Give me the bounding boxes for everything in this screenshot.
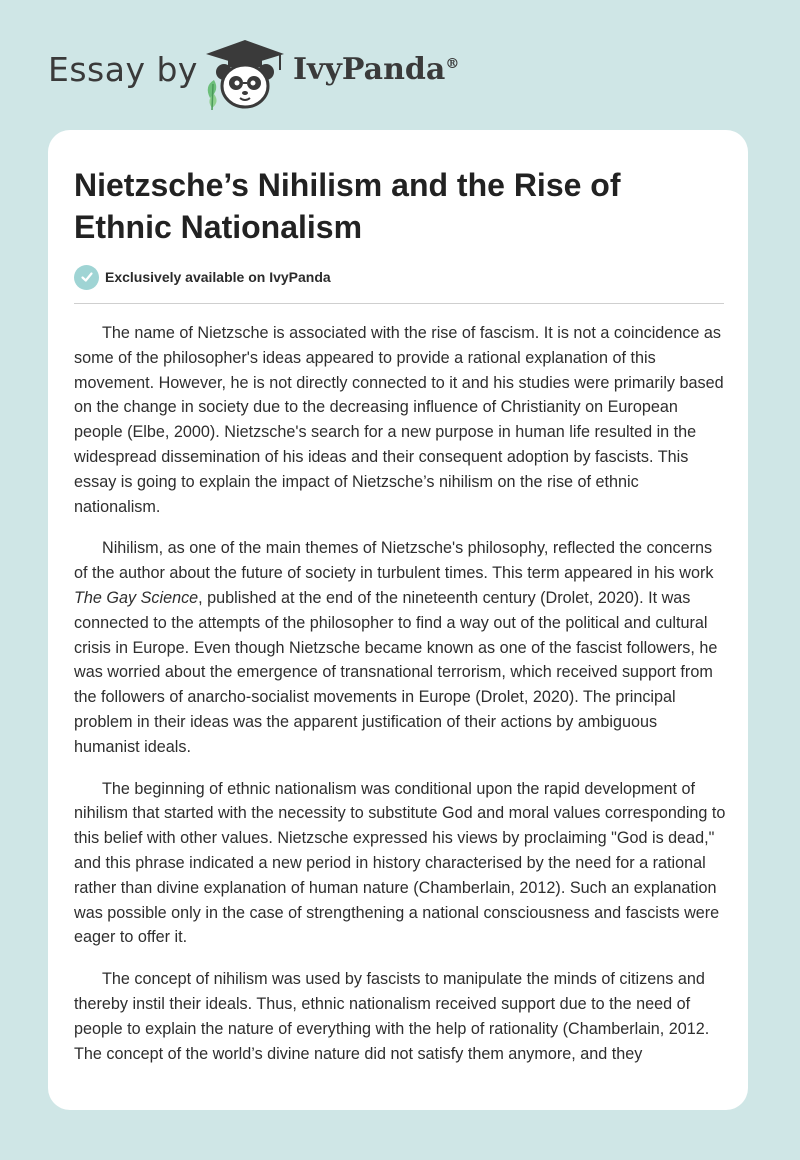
brand-name[interactable]	[293, 52, 459, 87]
brand-name-text: IvyPanda	[293, 52, 446, 87]
site-header	[0, 0, 800, 120]
registered-mark: ®	[445, 56, 460, 72]
panda-logo-icon[interactable]	[200, 38, 290, 110]
paragraph-text: Nihilism, as one of the main themes of Nietzsche's philosophy, reflected the concerns of the author about the future of society in turbulent times. This term appeared in his work	[74, 539, 714, 583]
divider	[74, 303, 724, 304]
paragraph: The name of Nietzsche is associated with the rise of fascism. It is not a coincidence as some of the philosopher's ideas appeared to provide a rational explanation of this movement. However, he is not directly connected to it and his studies were primarily based on the change in society due to the decreasing influence of Christianity on European people (Elbe, 2000). Nietzsche's search for a new purpose in human life resulted in the widespread dissemination of his ideas and their consequent adoption by fascists. This essay is going to explain the impact of Nietzsche’s nihilism on the rise of ethnic nationalism.	[74, 324, 724, 516]
paragraph: The concept of nihilism was used by fascists to manipulate the minds of citizens and thereby instil their ideals. Thus, ethnic nationalism received support due to the need of people to explain the nature of everything with the help of rationality (Chamberlain, 2012. The concept of the world’s divine nature did not satisfy them anymore, and they	[74, 970, 710, 1063]
exclusive-badge	[74, 264, 331, 290]
check-circle-icon	[74, 265, 99, 290]
essay-body	[74, 321, 726, 1083]
book-title: The Gay Science	[74, 588, 199, 607]
essay-by-label: Essay by	[48, 50, 198, 89]
essay-title: Nietzsche’s Nihilism and the Rise of Ethnic Nationalism	[74, 167, 621, 245]
paragraph	[74, 536, 726, 759]
badge-label: Exclusively available on IvyPanda	[105, 269, 331, 285]
paragraph-text: , published at the end of the nineteenth century (Drolet, 2020). It was connected to the attempts of the philosopher to find a way out of the political and cultural crisis in Europe. Even though Nietzsche became known as one of the fascist followers, he was worried about the emergence of transnational terrorism, which received support from the followers of anarcho-socialist movements in Europe (Drolet, 2020). The principal problem in their ideas was the apparent justification of their actions by ambiguous humanist ideals.	[74, 588, 718, 756]
essay-card	[48, 130, 748, 1110]
paragraph: The beginning of ethnic nationalism was conditional upon the rapid development of nihilism that started with the necessity to substitute God and moral values corresponding to this belief with other values. Nietzsche expressed his views by proclaiming "God is dead," and this phrase indicated a new period in history characterised by the need for a rational rather than divine explanation of human nature (Chamberlain, 2012). Such an explanation was possible only in the case of strengthening a national consciousness and fascists were eager to offer it.	[74, 779, 726, 947]
